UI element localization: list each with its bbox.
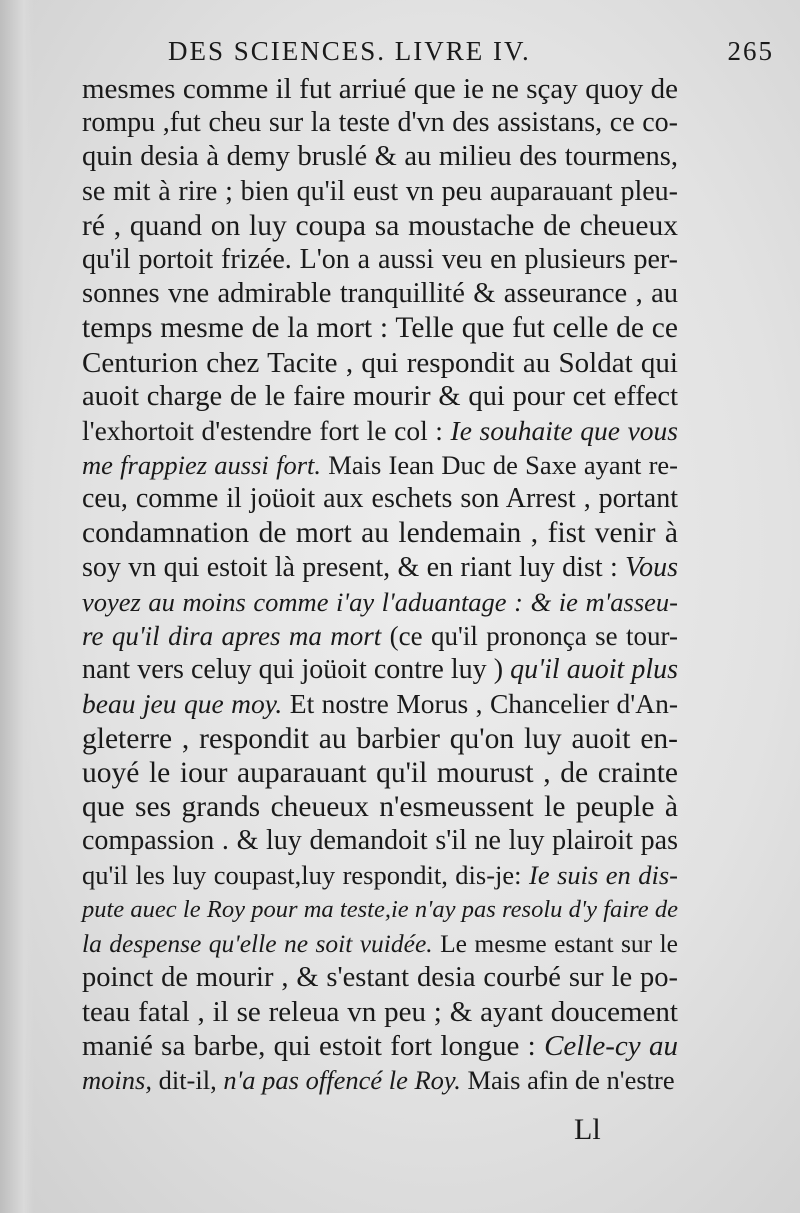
running-title: DES SCIENCES. LIVRE IV.	[168, 36, 531, 66]
signature-mark: Ll	[574, 1113, 601, 1146]
text-line	[82, 619, 678, 653]
text-line	[82, 824, 678, 858]
italic-text: Celle-cy au	[544, 1030, 678, 1063]
text-line	[82, 1063, 678, 1097]
roman-text: qu'il portoit frizée. L'on a aussi veu en plusieurs per-	[82, 243, 678, 275]
roman-text: dit-il,	[151, 1065, 224, 1096]
italic-text: pute auec le Roy pour ma teste,ie n'ay pas resolu d'y faire de	[82, 895, 678, 923]
text-line	[82, 448, 678, 482]
roman-text: Mais Iean Duc de Saxe ayant re-	[321, 450, 678, 481]
roman-text: Et nostre Morus , Chancelier d'An-	[282, 688, 678, 720]
italic-text: la despense qu'elle ne soit vuidée.	[82, 928, 433, 958]
italic-text: Ie souhaite que vous	[450, 414, 678, 446]
text-line	[82, 277, 678, 311]
text-line	[82, 790, 678, 824]
text-line	[82, 106, 678, 140]
text-line	[82, 687, 678, 721]
text-line	[82, 961, 678, 995]
italic-text: re qu'il dira apres ma mort	[82, 621, 382, 651]
roman-text: temps mesme de la mort : Telle que fut celle de ce	[82, 312, 678, 345]
text-line	[82, 346, 678, 380]
roman-text: l'exhortoit d'estendre fort le col :	[82, 414, 451, 446]
text-line	[82, 653, 678, 687]
roman-text: se mit à rire ; bien qu'il eust vn peu auparauant pleu-	[82, 175, 678, 207]
roman-text: poinct de mourir , & s'estant desia courbé sur le po-	[82, 961, 678, 993]
italic-text: beau jeu que moy.	[82, 688, 283, 720]
roman-text: Mais afin de n'estre	[460, 1065, 675, 1096]
roman-text: ceu, comme il joüoit aux eschets son Arrest , portant	[82, 483, 678, 515]
italic-text: voyez au moins comme i'ay l'aduantage : & ie m'asseu-	[82, 586, 678, 617]
page-number: 265	[727, 36, 774, 66]
roman-text: soy vn qui estoit là present, & en riant luy dist :	[82, 551, 626, 583]
italic-text: n'a pas offencé le Roy.	[223, 1065, 461, 1096]
roman-text: mesmes comme il fut arriué que ie ne sçay quoy de	[82, 73, 678, 105]
text-block	[82, 72, 678, 1098]
text-line	[82, 722, 678, 756]
roman-text: rompu ,fut cheu sur la teste d'vn des assistans, ce co-	[82, 107, 678, 139]
italic-text: qu'il auoit plus	[510, 654, 678, 686]
text-line	[82, 140, 678, 174]
roman-text: Centurion chez Tacite , qui respondit au Soldat qui	[82, 346, 678, 379]
roman-text: quin desia à demy bruslé & au milieu des tourmens,	[82, 141, 678, 173]
text-line	[82, 311, 678, 345]
roman-text: uoyé le iour auparauant qu'il mourust , de crainte	[82, 756, 678, 789]
text-line	[82, 414, 678, 448]
text-line	[82, 1029, 678, 1063]
text-line	[82, 927, 678, 961]
italic-text: moins,	[82, 1065, 152, 1096]
roman-text: compassion . & luy demandoit s'il ne luy plairoit pas	[82, 825, 678, 857]
text-line	[82, 209, 678, 243]
text-line	[82, 858, 678, 892]
text-line	[82, 72, 678, 106]
text-line	[82, 380, 678, 414]
roman-text: ré , quand on luy coupa sa moustache de cheueux	[82, 209, 678, 242]
text-line	[82, 243, 678, 277]
text-line	[82, 482, 678, 516]
roman-text: (ce qu'il prononça se tour-	[381, 621, 678, 651]
italic-text: Ie suis en dis-	[529, 860, 678, 891]
roman-text: nant vers celuy qui joüoit contre luy )	[82, 654, 511, 686]
text-line	[82, 893, 678, 927]
roman-text: manié sa barbe, qui estoit fort longue :	[82, 1030, 545, 1063]
page-gutter	[0, 0, 34, 1213]
italic-text: Vous	[625, 551, 678, 583]
text-line	[82, 756, 678, 790]
text-line	[82, 175, 678, 209]
roman-text: sonnes vne admirable tranquillité & asseurance , au	[82, 278, 678, 310]
roman-text: qu'il les luy coupast,luy respondit, dis-je:	[82, 860, 530, 891]
italic-text: me frappiez aussi fort.	[82, 450, 321, 481]
roman-text: teau fatal , il se releua vn peu ; & ayant doucement	[82, 996, 678, 1029]
text-line	[82, 516, 678, 550]
running-header	[168, 36, 774, 76]
roman-text: condamnation de mort au lendemain , fist venir à	[82, 517, 678, 550]
roman-text: Le mesme estant sur le	[432, 928, 678, 958]
roman-text: auoit charge de le faire mourir & qui pour cet effect	[82, 380, 678, 412]
roman-text: gleterre , respondit au barbier qu'on luy auoit en-	[82, 722, 678, 755]
text-line	[82, 995, 678, 1029]
roman-text: que ses grands cheueux n'esmeussent le peuple à	[82, 790, 678, 823]
text-line	[82, 551, 678, 585]
text-line	[82, 585, 678, 619]
